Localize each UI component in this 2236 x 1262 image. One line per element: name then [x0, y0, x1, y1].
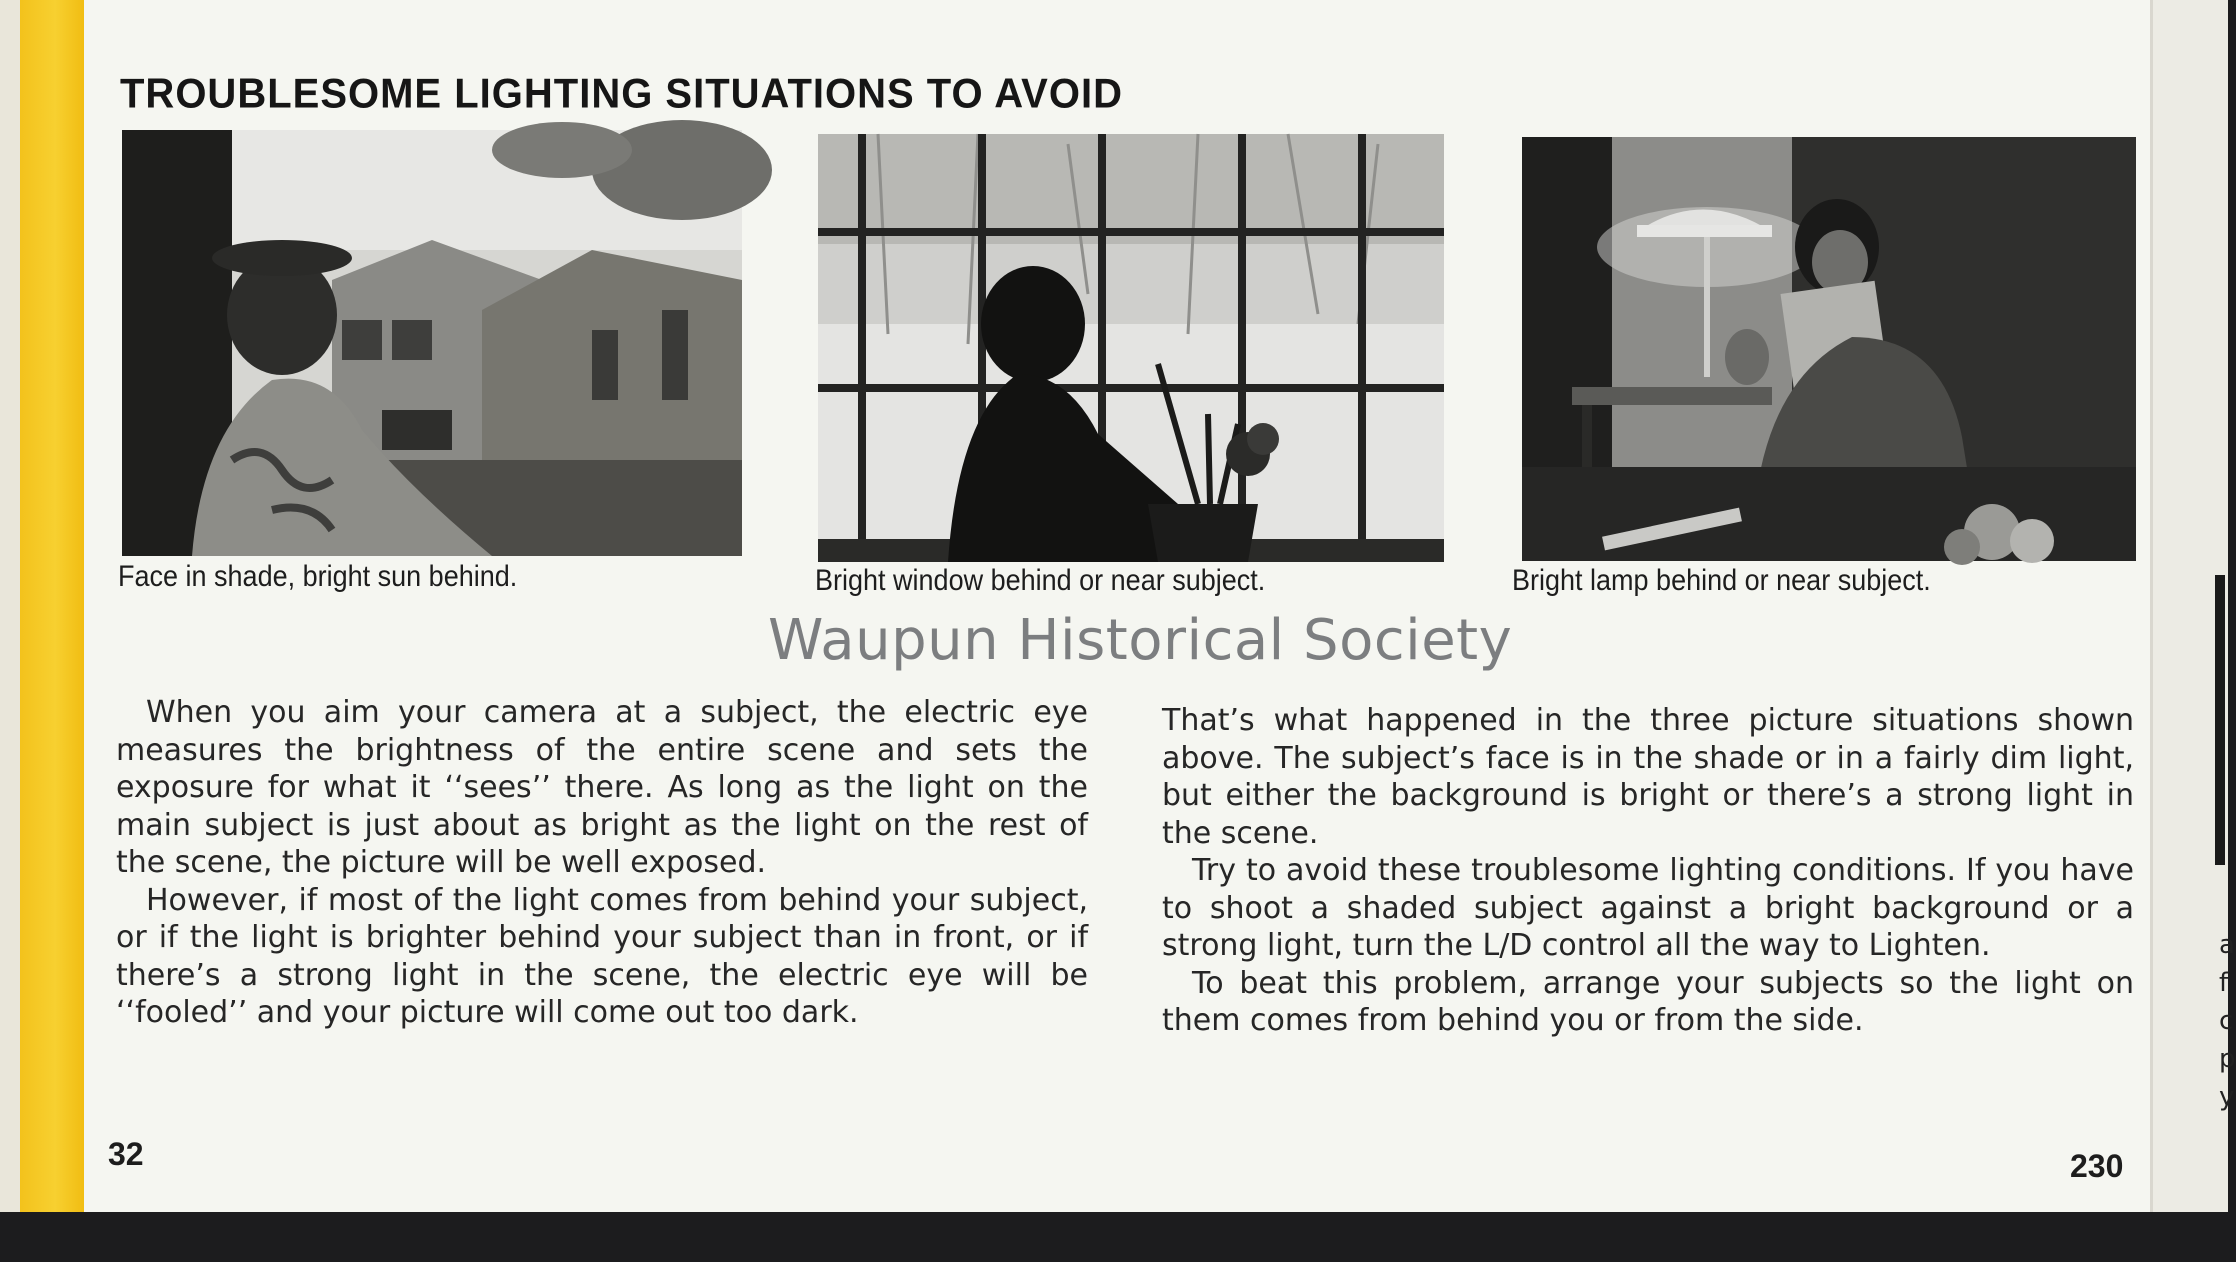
next-page-fragment: y — [2219, 1082, 2235, 1112]
photo-bright-window-image — [818, 134, 1444, 562]
photo-bright-lamp-image — [1522, 137, 2136, 561]
right-text-column — [1162, 702, 2134, 1040]
right-paragraph-3: To beat this problem, arrange your subjects so the light on them comes from behind you or from the side. — [1162, 965, 2134, 1038]
next-page-fragment: c — [2219, 1006, 2234, 1036]
caption-bright-window: Bright window behind or near subject. — [815, 564, 1266, 597]
right-paragraph-2: Try to avoid these troublesome lighting conditions. If you have to shoot a shaded subject against a bright background or a strong light, turn the L/D control all the way to Lighten. — [1162, 853, 2134, 963]
book-edge — [0, 0, 20, 1212]
page-heading: TROUBLESOME LIGHTING SITUATIONS TO AVOID — [120, 70, 1123, 118]
right-paragraph-1: That’s what happened in the three picture situations shown above. The subject’s face is in the shade or in a fairly dim light, but either the background is bright or there’s a strong light in the scene. — [1162, 703, 2134, 851]
next-page-rule — [2215, 575, 2225, 865]
photo-face-in-shade-image — [122, 130, 742, 556]
next-page-fragment: f — [2219, 968, 2229, 998]
left-text-column — [116, 694, 1088, 1032]
next-page-fragment: p — [2219, 1044, 2236, 1074]
photo-bright-lamp — [1522, 137, 2136, 561]
next-page-edge — [2150, 0, 2236, 1212]
yellow-margin-band — [20, 0, 84, 1212]
watermark: Waupun Historical Society — [768, 608, 1513, 673]
photo-bright-window — [818, 134, 1444, 562]
photo-face-in-shade — [122, 130, 742, 556]
left-paragraph-1: When you aim your camera at a subject, the electric eye measures the brightness of the entire scene and sets the exposure for what it ‘‘sees’’ there. As long as the light on the main subject is just about as bright as the light on the rest of the scene, the picture will be well exposed. — [116, 695, 1088, 880]
caption-bright-lamp: Bright lamp behind or near subject. — [1512, 564, 1931, 597]
left-page-number: 32 — [108, 1136, 144, 1172]
next-page-fragment: a — [2219, 930, 2235, 960]
left-paragraph-2: However, if most of the light comes from behind your subject, or if the light is brighter behind your subject than in front, or if there’s a strong light in the scene, the electric eye will be ‘‘fooled’’ and your picture will come out too dark. — [116, 882, 1088, 1030]
right-page-number: 230 — [2070, 1148, 2124, 1184]
caption-face-in-shade: Face in shade, bright sun behind. — [118, 560, 518, 593]
